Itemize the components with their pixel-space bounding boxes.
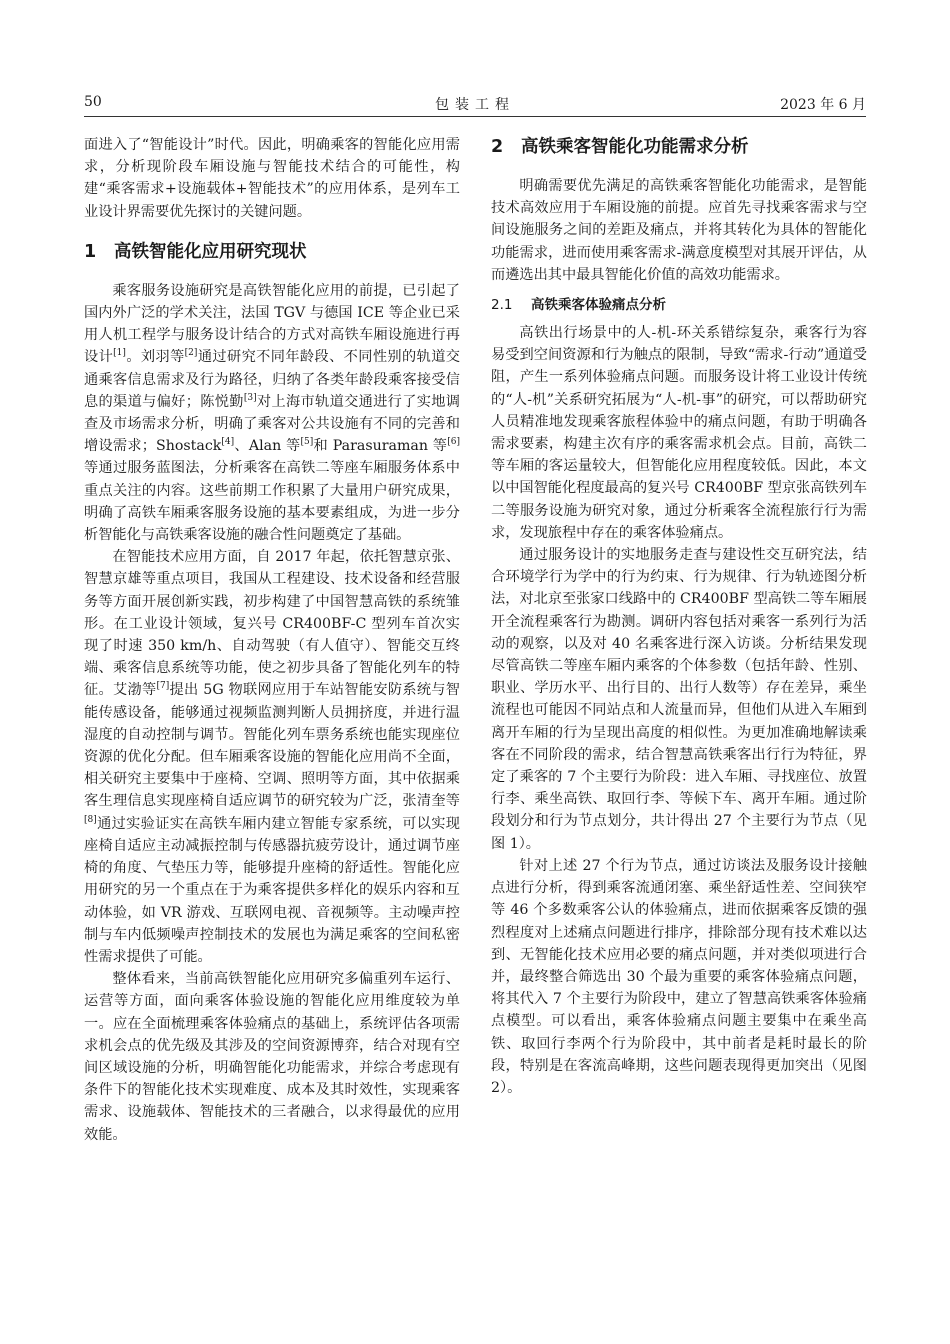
- section-title: 高铁乘客智能化功能需求分析: [521, 137, 749, 157]
- citation-6[interactable]: [6]: [447, 437, 461, 448]
- section-title: 高铁智能化应用研究现状: [114, 241, 307, 262]
- citation-4[interactable]: [4]: [221, 437, 235, 448]
- subsection-title: 高铁乘客体验痛点分析: [531, 297, 666, 314]
- subsection-heading-2-1: [491, 294, 867, 316]
- paragraph-smart-tech: 在智能技术应用方面，自 2017 年起，依托智慧京张、智慧京雄等重点项目，我国从工程建设、技术设备和经营服务等方面开展创新实践，初步构建了中国智慧高铁的系统雏形。在工业设计领域，复兴号 CR400BF-C 型列车首次实现了时速 350 km/h、自动驾驶（有人值守）、智能交互终端、乘客信息系统等功能，使之初步具备了智能化列车的特征。艾渤等[7]提出 5G 物联网应用于车站智能安防系统与智能传感设备，能够通过视频监测判断人员拥挤度，并进行温湿度的自动控制与调节。智能化列车票务系统也能实现座位资源的优化分配。但车厢乘客设施的智能化应用尚不全面，相关研究主要集中于座椅、空调、照明等方面，其中依据乘客生理信息实现座椅自适应调节的研究较为广泛，张清奎等[8]通过实验证实在高铁车厢内建立智能专家系统，可以实现座椅自适应主动减振控制与传感器抗疲劳设计，通过调节座椅的角度、气垫压力等，能够提升座椅的舒适性。智能化应用研究的另一个重点在于为乘客提供多样化的娱乐内容和互动体验，如 VR 游戏、互联网电视、音视频等。主动噪声控制与车内低频噪声控制技术的发展也为满足乘客的空间私密性需求提供了可能。: [84, 549, 460, 965]
- section-number: 1: [84, 241, 97, 262]
- paragraph-field-study: 通过服务设计的实地服务走查与建设性交互研究法，结合环境学行为学中的行为约束、行为规律、行为轨迹图分析法，对北京至张家口线路中的 CR400BF 型高铁二等车厢展开全流程乘客行为勘测。调研内容包括对乘客一系列行为活动的观察，以及对 40 名乘客进行深入访谈。分析结果发现尽管高铁二等座车厢内乘客的个体参数（包括年龄、性别、职业、学历水平、出行目的、出行人数等）存在差异，乘坐流程也可能因不同站点和人流量而异，但他们从进入车厢到离开车厢的行为呈现出高度的相似性。为更加准确地解读乘客在不同阶段的需求，结合智慧高铁乘客出行行为特征，界定了乘客的 7 个主要行为阶段：进入车厢、寻找座位、放置行李、乘坐高铁、取回行李、等候下车、离开车厢。通过阶段划分和行为节点划分，共计得出 27 个主要行为节点（见图 1）。: [491, 547, 867, 852]
- citation-7[interactable]: [7]: [156, 681, 170, 692]
- citation-5[interactable]: [5]: [300, 437, 314, 448]
- citation-3[interactable]: [3]: [243, 392, 257, 403]
- journal-name: 包装工程: [435, 97, 515, 113]
- paragraph-demand-intro: 明确需要优先满足的高铁乘客智能化功能需求，是智能技术高效应用于车厢设施的前提。应首先寻找乘客需求与空间设施服务之间的差距及痛点，并将其转化为具体的智能化功能需求，进而使用乘客需求-满意度模型对其展开评估，从而遴选出其中最具智能化价值的高效功能需求。: [491, 178, 867, 283]
- section-number: 2: [491, 137, 504, 157]
- right-column: [491, 134, 867, 1099]
- citation-2[interactable]: [2]: [184, 348, 198, 359]
- section-heading-2: [491, 134, 867, 160]
- section-heading-1: [84, 239, 460, 265]
- citation-8[interactable]: [8]: [84, 814, 97, 825]
- paragraph-pain-model: 针对上述 27 个行为节点，通过访谈法及服务设计接触点进行分析，得到乘客流通闭塞、乘坐舒适性差、空间狭窄等 46 个多数乘客公认的体验痛点，进而依据乘客反馈的强烈程度对上述痛点问题进行排序，排除部分现有技术难以达到、无智能化技术应用必要的痛点问题，并对类似项进行合并，最终整合筛选出 30 个最为重要的乘客体验痛点问题，将其代入 7 个主要行为阶段中，建立了智慧高铁乘客体验痛点模型。可以看出，乘客体验痛点问题主要集中在乘坐高铁、取回行李两个行为阶段中，其中前者是耗时最长的阶段，特别是在客流高峰期，这些问题表现得更加突出（见图 2）。: [491, 857, 867, 1096]
- citation-1[interactable]: [1]: [113, 348, 126, 359]
- subsection-number: 2.1: [491, 297, 513, 314]
- page-number: 50: [84, 94, 102, 110]
- paragraph-research-status: 乘客服务设施研究是高铁智能化应用的前提，已引起了国内外广泛的学术关注，法国 TGV 与德国 ICE 等企业已采用人机工程学与服务设计结合的方式对高铁车厢设施进行再设计[1]。刘羽等[2]通过研究不同年龄段、不同性别的轨道交通乘客信息需求及行为路径，归纳了各类年龄段乘客接受信息的渠道与偏好；陈悦勤[3]对上海市轨道交通进行了实地调查及市场需求分析，明确了乘客对公共设施有不同的完善和增设需求；Shostack[4]、Alan 等[5]和 Parasuraman 等[6]等通过服务蓝图法，分析乘客在高铁二等座车厢服务体系中重点关注的内容。这些前期工作积累了大量用户研究成果，明确了高铁车厢乘客服务设施的基本要素组成，为进一步分析智能化与高铁乘客设施的融合性问题奠定了基础。: [84, 282, 461, 544]
- paragraph-summary: 整体看来，当前高铁智能化应用研究多偏重列车运行、运营等方面，面向乘客体验设施的智能化应用维度较为单一。应在全面梳理乘客体验痛点的基础上，系统评估各项需求机会点的优先级及其涉及的空间资源博弈，结合对现有空间区域设施的分析，明确智能化功能需求，并综合考虑现有条件下的智能化技术实现难度、成本及其时效性，实现乘客需求、设施载体、智能技术的三者融合，以求得最优的应用效能。: [84, 971, 460, 1143]
- left-column: [84, 134, 460, 1146]
- running-header: [84, 94, 866, 117]
- paragraph-continued: 面进入了“智能设计”时代。因此，明确乘客的智能化应用需求，分析现阶段车厢设施与智能技术结合的可能性，构建“乘客需求+设施载体+智能技术”的应用体系，是列车工业设计界需要优先探讨的关键问题。: [84, 137, 460, 220]
- paragraph-pain-points: 高铁出行场景中的人-机-环关系错综复杂，乘客行为容易受到空间资源和行为触点的限制，导致“需求-行动”通道受阻，产生一系列体验痛点问题。而服务设计将工业设计传统的“人-机”关系研究拓展为“人-机-事”的研究，可以帮助研究人员精准地发现乘客旅程体验中的痛点问题，有助于明确各需求要素，构建主次有序的乘客需求机会点。目前，高铁二等车厢的客运量较大，但智能化应用程度较低。因此，本文以中国智能化程度最高的复兴号 CR400BF 型京张高铁列车二等服务设施为研究对象，通过分析乘客全流程旅行行为需求，发现旅程中存在的乘客体验痛点。: [491, 325, 867, 541]
- issue-date: 2023 年 6 月: [780, 97, 866, 113]
